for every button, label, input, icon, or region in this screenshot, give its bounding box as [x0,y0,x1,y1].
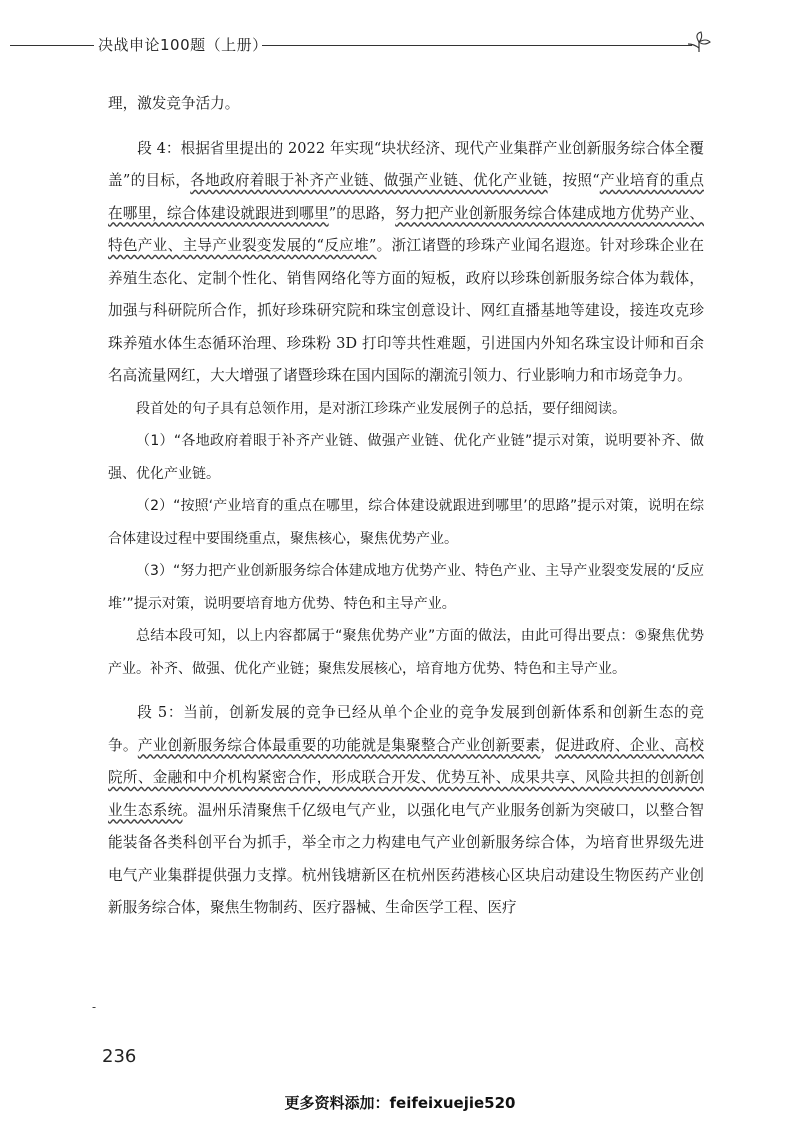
footer-note: 更多资料添加：feifeixuejie520 [284,1094,516,1112]
header-rule-left [10,45,94,46]
analysis-intro: 段首处的句子具有总领作用，是对浙江珍珠产业发展例子的总括，要仔细阅读。 [136,400,626,417]
analysis-point-1: （1）“各地政府着眼于补齐产业链、做强产业链、优化产业链”提示对策，说明要补齐、做强、优化产业链。 [108,433,704,482]
sprout-icon [684,28,714,58]
paragraph-segment-4: 段 4：根据省里提出的 2022 年实现“块状经济、现代产业集群产业创新服务综合体全覆盖”的目标，各地政府着眼于补齐产业链、做强产业链、优化产业链，按照“产业培育的重点在哪里，综合体建设就跟进到哪里”的思路，努力把产业创新服务综合体建成地方优势产业、特色产业、主导产业裂变发展的“反应堆”。浙江诸暨的珍珠产业闻名遐迩。针对珍珠企业在养殖生态化、定制个性化、销售网络化等方面的短板，政府以珍珠创新服务综合体为载体，加强与科研院所合作，抓好珍珠研究院和珠宝创意设计、网红直播基地等建设，接连攻克珍珠养殖水体生态循环治理、珍珠粉 3D 打印等共性难题，引进国内外知名珠宝设计师和百余名高流量网红，大大增强了诸暨珍珠在国内国际的潮流引领力、行业影响力和市场竞争力。 [108,139,704,384]
page-body [108,88,704,925]
running-header [0,30,800,60]
analysis-point-3: （3）“努力把产业创新服务综合体建成地方优势产业、特色产业、主导产业裂变发展的‘反应堆’”提示对策，说明要培育地方优势、特色和主导产业。 [108,563,704,612]
paragraph-continuation: 理，激发竞争活力。 [108,95,240,112]
page-number: 236 [102,1046,137,1067]
paragraph-segment-5: 段 5：当前，创新发展的竞争已经从单个企业的竞争发展到创新体系和创新生态的竞争。产业创新服务综合体最重要的功能就是集聚整合产业创新要素，促进政府、企业、高校院所、金融和中介机构紧密合作，形成联合开发、优势互补、成果共享、风险共担的创新创业生态系统。温州乐清聚焦千亿级电气产业，以强化电气产业服务创新为突破口，以整合智能装备各类科创平台为抓手，举全市之力构建电气产业创新服务综合体，为培育世界级先进电气产业集群提供强力支撑。杭州钱塘新区在杭州医药港核心区块启动建设生物医药产业创新服务综合体，聚焦生物制药、医疗器械、生命医学工程、医疗 [108,704,704,916]
analysis-point-2: （2）“按照‘产业培育的重点在哪里，综合体建设就跟进到哪里’的思路”提示对策，说明在综合体建设过程中要围绕重点，聚焦核心，聚焦优势产业。 [108,498,704,547]
book-title: 决战申论100题（上册） [98,36,268,54]
analysis-summary: 总结本段可知，以上内容都属于“聚焦优势产业”方面的做法，由此可得出要点：⑤聚焦优势产业。补齐、做强、优化产业链；聚焦发展核心，培育地方优势、特色和主导产业。 [108,628,704,677]
header-rule-right [262,45,692,46]
margin-mark: - [92,1000,97,1014]
